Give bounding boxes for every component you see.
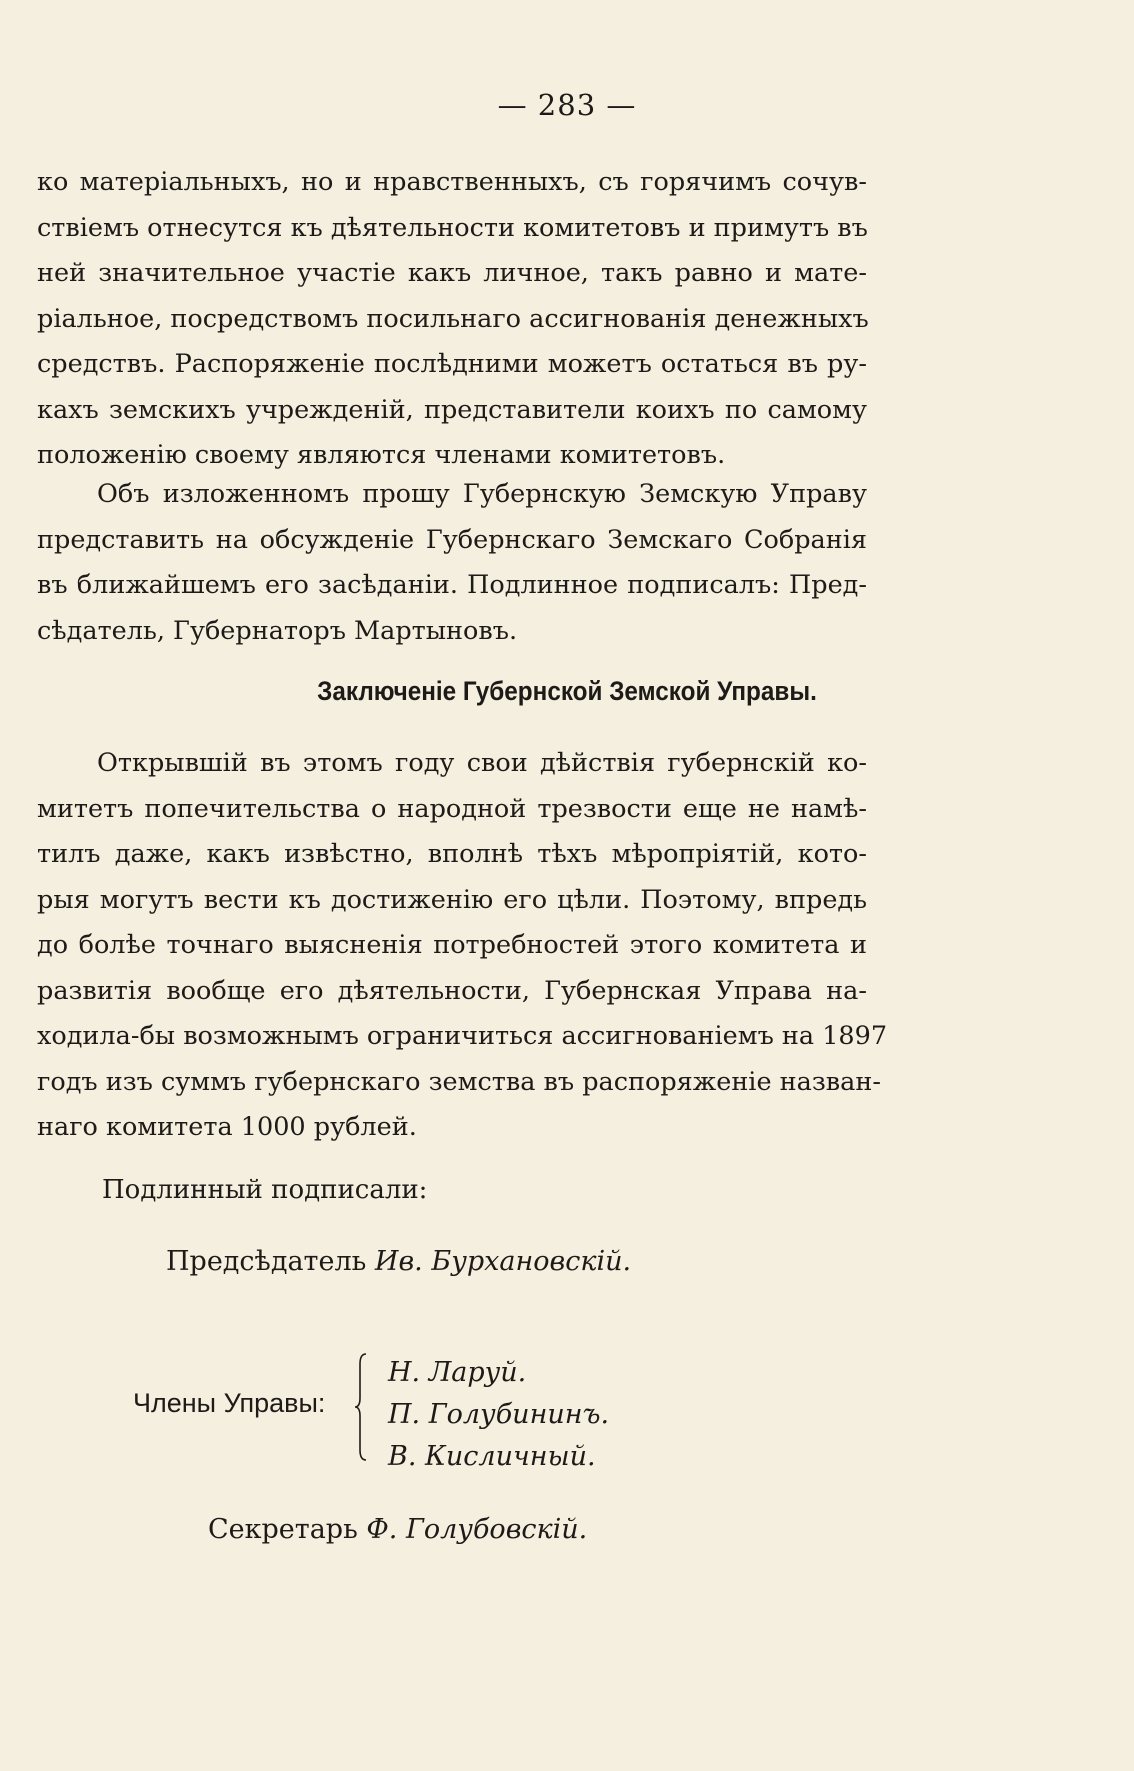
text-line: Объ изложенномъ прошу Губернскую Земскую Управу [97,479,867,509]
text-line: средствъ. Распоряженіе послѣдними можетъ остаться въ ру- [37,349,867,379]
paragraph-2 [37,472,867,654]
text-line: сѣдатель, Губернаторъ Мартыновъ. [37,615,518,646]
text-line: представить на обсужденіе Губернскаго Земскаго Собранія [37,524,867,555]
paragraph-1 [37,160,867,479]
signed-label: Подлинный подписали: [102,1175,428,1205]
text-line: кахъ земскихъ учрежденій, представители коихъ по самому [37,394,867,425]
text-line: годъ изъ суммъ губернскаго земства въ распоряженіе назван- [37,1066,881,1097]
text-line: развитія вообще его дѣятельности, Губернская Управа на- [37,975,867,1006]
paragraph-3 [37,741,888,1151]
text-line: наго комитета 1000 рублей. [37,1112,417,1142]
member-name: Н. Ларуй. [388,1357,527,1388]
chairman-title: Предсѣдатель [166,1246,367,1277]
text-line: до болѣе точнаго выясненія потребностей этого комитета и [37,930,867,960]
text-line: ходила-бы возможнымъ ограничиться ассигнованіемъ на 1897 [37,1021,888,1051]
secretary-title: Секретарь [208,1514,358,1545]
text-line: ней значительное участіе какъ личное, такъ равно и мате- [37,258,867,288]
brace-icon [354,1352,368,1462]
chairman-name: Ив. Бурхановскій. [374,1246,632,1277]
chairman-signature [166,1246,631,1277]
member-name: П. Голубининъ. [388,1399,610,1430]
text-line: ствіемъ отнесутся къ дѣятельности комитетовъ и примутъ въ [37,212,868,243]
text-line: митетъ попечительства о народной трезвости еще не намѣ- [37,793,867,824]
secretary-signature [208,1514,587,1545]
page-number: — 283 — [497,88,637,122]
text-line: положенію своему являются членами комитетовъ. [37,440,726,470]
text-line: Открывшій въ этомъ году свои дѣйствія губернскій ко- [97,748,867,778]
section-heading: Заключеніе Губернской Земской Управы. [317,676,817,706]
text-line: тилъ даже, какъ извѣстно, вполнѣ тѣхъ мѣропріятій, кото- [37,839,867,869]
text-line: рыя могутъ вести къ достиженію его цѣли. Поэтому, впредь [37,884,867,915]
members-label: Члены Управы: [133,1388,326,1418]
text-line: въ ближайшемъ его засѣданіи. Подлинное подписалъ: Пред- [37,570,867,600]
members-list [388,1352,609,1478]
text-line: ріальное, посредствомъ посильнаго ассигнованія денежныхъ [37,303,869,334]
text-line: ко матеріальныхъ, но и нравственныхъ, съ горячимъ сочув- [37,167,867,197]
member-name: В. Кисличный. [388,1441,596,1472]
secretary-name: Ф. Голубовскій. [366,1514,588,1545]
